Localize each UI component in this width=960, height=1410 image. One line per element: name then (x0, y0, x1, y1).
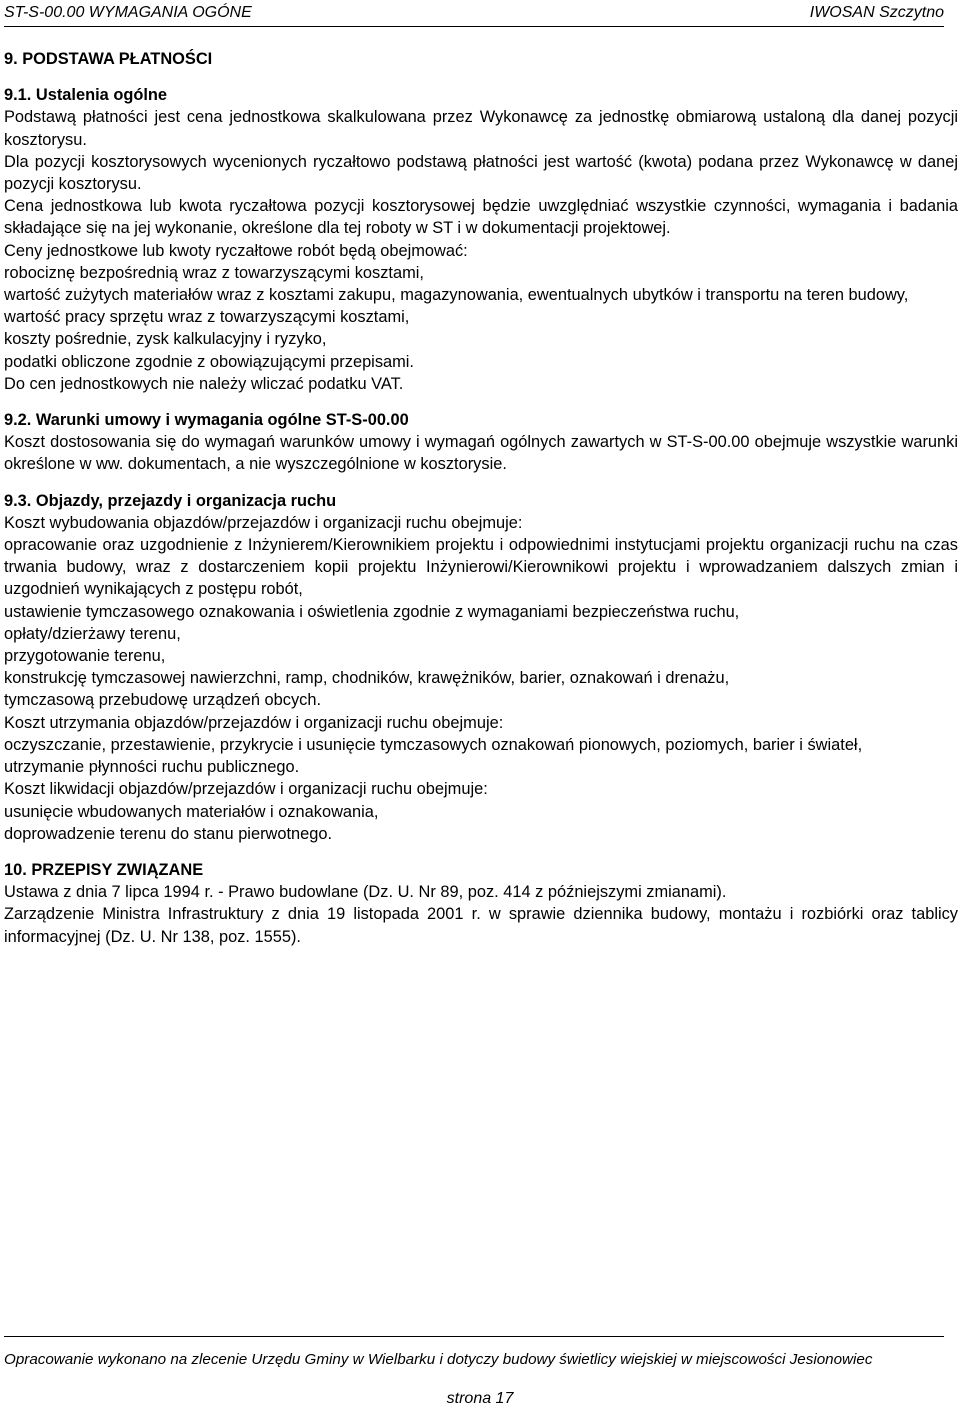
paragraph: Dla pozycji kosztorysowych wycenionych ryczałtowo podstawą płatności jest wartość (kwota) podana przez Wykonawcę w danej pozycji kosztorysu. (4, 152, 958, 194)
page-footer: Opracowanie wykonano na zlecenie Urzędu Gminy w Wielbarku i dotyczy budowy świetlicy wiejskiej w miejscowości Jesionowiec (4, 1336, 944, 1368)
paragraph: Ceny jednostkowe lub kwoty ryczałtowe robót będą obejmować: (4, 241, 468, 260)
list-item: wartość zużytych materiałów wraz z kosztami zakupu, magazynowania, ewentualnych ubytków i transportu na teren budowy, (4, 286, 909, 305)
page-number: strona 17 (446, 1390, 514, 1407)
list-item: ustawienie tymczasowego oznakowania i oświetlenia zgodnie z wymaganiami bezpieczeństwa ruchu, (4, 602, 740, 621)
paragraph: Koszt wybudowania objazdów/przejazdów i organizacji ruchu obejmuje: (4, 513, 523, 532)
list-item: podatki obliczone zgodnie z obowiązującymi przepisami. (4, 352, 414, 371)
header-company: IWOSAN Szczytno (809, 4, 944, 21)
list-item: koszty pośrednie, zysk kalkulacyjny i ryzyko, (4, 330, 327, 349)
list-item: konstrukcję tymczasowej nawierzchni, ramp, chodników, krawężników, barier, oznakowań i drenażu, (4, 669, 730, 688)
section-9-3-heading: 9.3. Objazdy, przejazdy i organizacja ruchu (4, 491, 337, 510)
list-item: tymczasową przebudowę urządzeń obcych. (4, 691, 322, 710)
document-body (4, 48, 958, 948)
list-item: przygotowanie terenu, (4, 647, 166, 666)
paragraph: Koszt likwidacji objazdów/przejazdów i organizacji ruchu obejmuje: (4, 780, 488, 799)
list-item: doprowadzenie terenu do stanu pierwotnego. (4, 824, 333, 843)
paragraph: Koszt utrzymania objazdów/przejazdów i organizacji ruchu obejmuje: (4, 713, 504, 732)
paragraph: Ustawa z dnia 7 lipca 1994 r. - Prawo budowlane (Dz. U. Nr 89, poz. 414 z późniejszymi zmianami). (4, 883, 727, 902)
section-10-heading: 10. PRZEPISY ZWIĄZANE (4, 860, 204, 879)
paragraph: Podstawą płatności jest cena jednostkowa skalkulowana przez Wykonawcę za jednostkę obmiarową ustaloną dla danej pozycji kosztorysu. (4, 108, 958, 149)
paragraph: Cena jednostkowa lub kwota ryczałtowa pozycji kosztorysowej będzie uwzględniać wszystkie czynności, wymagania i badania składające się na jej wykonanie, określone dla tej roboty w ST i w dokumentacji projektowej. (4, 197, 958, 238)
list-item: wartość pracy sprzętu wraz z towarzyszącymi kosztami, (4, 308, 410, 327)
paragraph: Koszt dostosowania się do wymagań warunków umowy i wymagań ogólnych zawartych w ST-S-00.00 obejmuje wszystkie warunki określone w ww. dokumentach, a nie wyszczególnione w kosztorysie. (4, 433, 958, 474)
list-item: utrzymanie płynności ruchu publicznego. (4, 758, 300, 777)
section-9-2-heading: 9.2. Warunki umowy i wymagania ogólne ST-S-00.00 (4, 411, 409, 430)
page-header (4, 4, 944, 27)
paragraph: Zarządzenie Ministra Infrastruktury z dnia 19 listopada 2001 r. w sprawie dziennika budowy, montażu i rozbiórki oraz tablicy informacyjnej (Dz. U. Nr 138, poz. 1555). (4, 905, 958, 946)
section-9-heading: 9. PODSTAWA PŁATNOŚCI (4, 50, 213, 68)
list-item: opracowanie oraz uzgodnienie z Inżynierem/Kierownikiem projektu i odpowiednimi instytucjami projektu organizacji ruchu na czas trwania budowy, wraz z dostarczeniem kopii projektu Inżynierowi/Kierownikowi projektu i wprowadzaniem dalszych zmian i uzgodnień wynikających z postępu robót, (4, 536, 958, 599)
list-item: robociznę bezpośrednią wraz z towarzyszącymi kosztami, (4, 263, 424, 282)
list-item: usunięcie wbudowanych materiałów i oznakowania, (4, 802, 379, 821)
section-9-1-heading: 9.1. Ustalenia ogólne (4, 86, 168, 105)
list-item: opłaty/dzierżawy terenu, (4, 624, 181, 643)
list-item: oczyszczanie, przestawienie, przykrycie i usunięcie tymczasowych oznakowań pionowych, poziomych, barier i świateł, (4, 735, 863, 754)
paragraph: Do cen jednostkowych nie należy wliczać podatku VAT. (4, 374, 404, 393)
header-doc-id: ST-S-00.00 WYMAGANIA OGÓNE (4, 4, 252, 21)
